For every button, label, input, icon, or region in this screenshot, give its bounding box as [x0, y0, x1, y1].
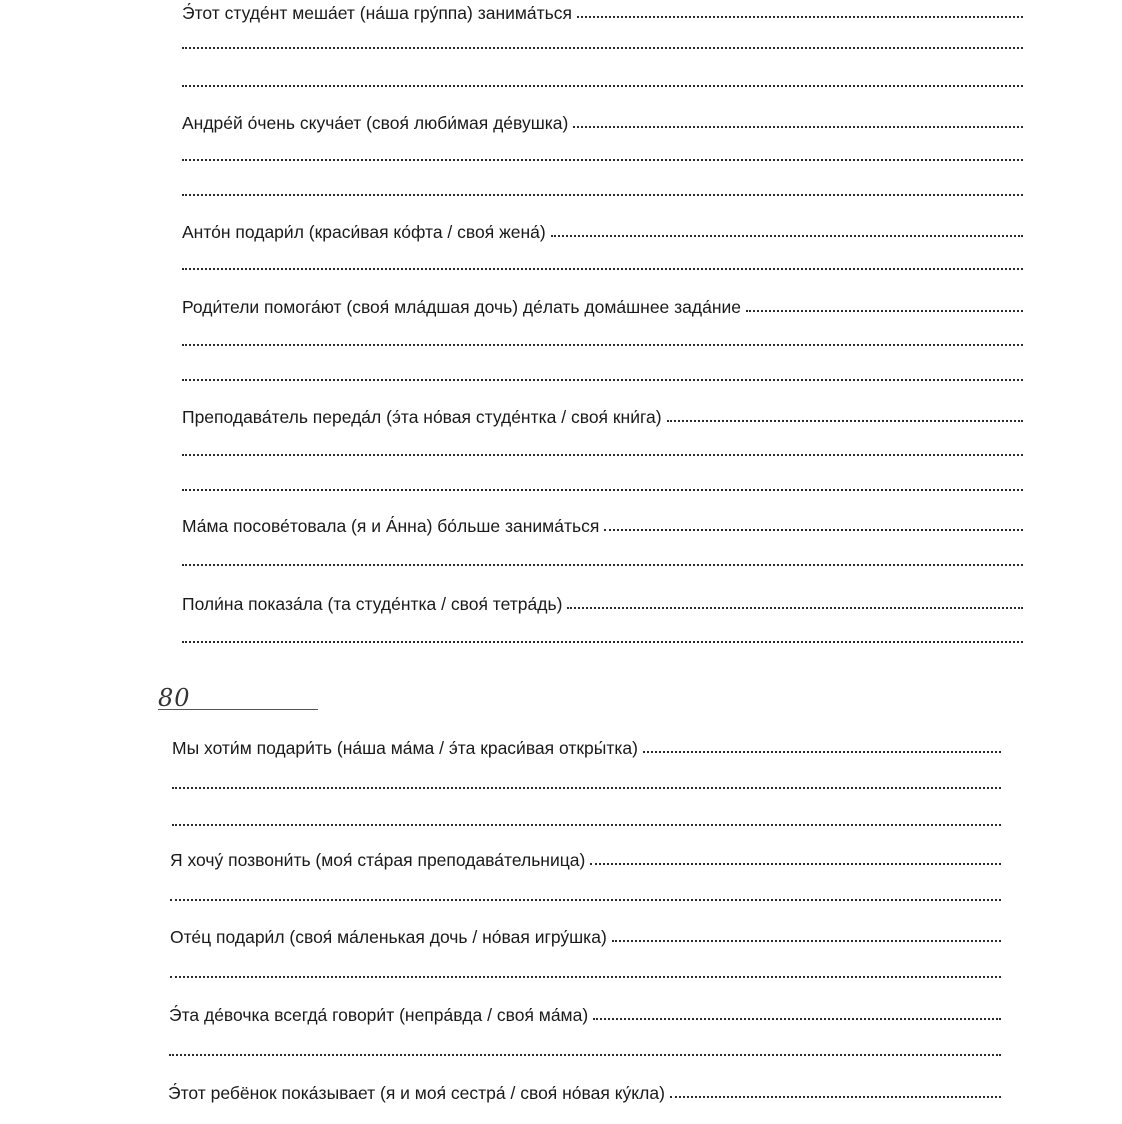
- answer-line[interactable]: [573, 124, 1023, 128]
- exercise-text: Э́тот студе́нт меша́ет (на́ша гру́ппа) занима́ться: [182, 3, 573, 23]
- answer-line[interactable]: [182, 344, 1023, 346]
- answer-line[interactable]: [182, 564, 1023, 566]
- exercise-item: [182, 2, 1023, 24]
- exercise-item: [168, 1082, 1001, 1104]
- exercise-text: Анто́н подари́л (краси́вая ко́фта / своя́ жена́): [182, 222, 546, 242]
- exercise-item: [182, 593, 1023, 615]
- answer-line[interactable]: [643, 749, 1001, 753]
- answer-line[interactable]: [182, 379, 1023, 381]
- answer-line[interactable]: [182, 194, 1023, 196]
- exercise-text: Я хочу́ позвони́ть (моя́ ста́рая преподава́тельница): [170, 850, 586, 870]
- answer-line[interactable]: [612, 938, 1001, 942]
- exercise-item: [170, 926, 1001, 948]
- answer-line[interactable]: [551, 233, 1023, 237]
- exercise-item: [182, 112, 1023, 134]
- exercise-text: Андре́й о́чень скуча́ет (своя́ люби́мая де́вушка): [182, 113, 569, 133]
- page-number-underline: [158, 709, 318, 710]
- answer-line[interactable]: [590, 861, 1001, 865]
- answer-line[interactable]: [182, 47, 1023, 49]
- exercise-item: [182, 221, 1023, 243]
- answer-line[interactable]: [169, 1054, 1001, 1056]
- answer-line[interactable]: [182, 159, 1023, 161]
- exercise-item: [172, 737, 1001, 759]
- exercise-text: Поли́на показа́ла (та студе́нтка / своя́ тетра́дь): [182, 594, 563, 614]
- exercise-text: Ма́ма посове́товала (я и А́нна) бо́льше занима́ться: [182, 516, 600, 536]
- answer-line[interactable]: [577, 14, 1023, 18]
- exercise-text: Э́тот ребёнок пока́зывает (я и моя́ сестра́ / своя́ но́вая ку́кла): [168, 1083, 665, 1103]
- exercise-text: Роди́тели помога́ют (своя́ мла́дшая дочь) де́лать дома́шнее зада́ние: [182, 297, 742, 317]
- answer-line[interactable]: [746, 308, 1023, 312]
- answer-line[interactable]: [667, 418, 1023, 422]
- answer-line[interactable]: [593, 1016, 1001, 1020]
- exercise-text: Преподава́тель переда́л (э́та но́вая студе́нтка / своя́ кни́га): [182, 407, 662, 427]
- answer-line[interactable]: [182, 489, 1023, 491]
- exercise-text: Оте́ц подари́л (своя́ ма́ленькая дочь / но́вая игру́шка): [170, 927, 607, 947]
- answer-line[interactable]: [604, 527, 1023, 531]
- answer-line[interactable]: [170, 976, 1001, 978]
- exercise-item: [182, 515, 1023, 537]
- answer-line[interactable]: [182, 454, 1023, 456]
- answer-line[interactable]: [670, 1094, 1001, 1098]
- answer-line[interactable]: [170, 899, 1001, 901]
- answer-line[interactable]: [182, 268, 1023, 270]
- page-number: 80: [158, 684, 191, 712]
- answer-line[interactable]: [182, 85, 1023, 87]
- exercise-item: [170, 849, 1001, 871]
- answer-line[interactable]: [182, 641, 1023, 643]
- exercise-text: Мы хоти́м подари́ть (на́ша ма́ма / э́та краси́вая откры́тка): [172, 738, 638, 758]
- answer-line[interactable]: [172, 787, 1001, 789]
- exercise-item: [182, 406, 1023, 428]
- exercise-text: Э́та де́вочка всегда́ говори́т (непра́вда / своя́ ма́ма): [169, 1005, 589, 1025]
- answer-line[interactable]: [567, 605, 1023, 609]
- exercise-item: [182, 296, 1023, 318]
- answer-line[interactable]: [172, 824, 1001, 826]
- exercise-item: [169, 1004, 1001, 1026]
